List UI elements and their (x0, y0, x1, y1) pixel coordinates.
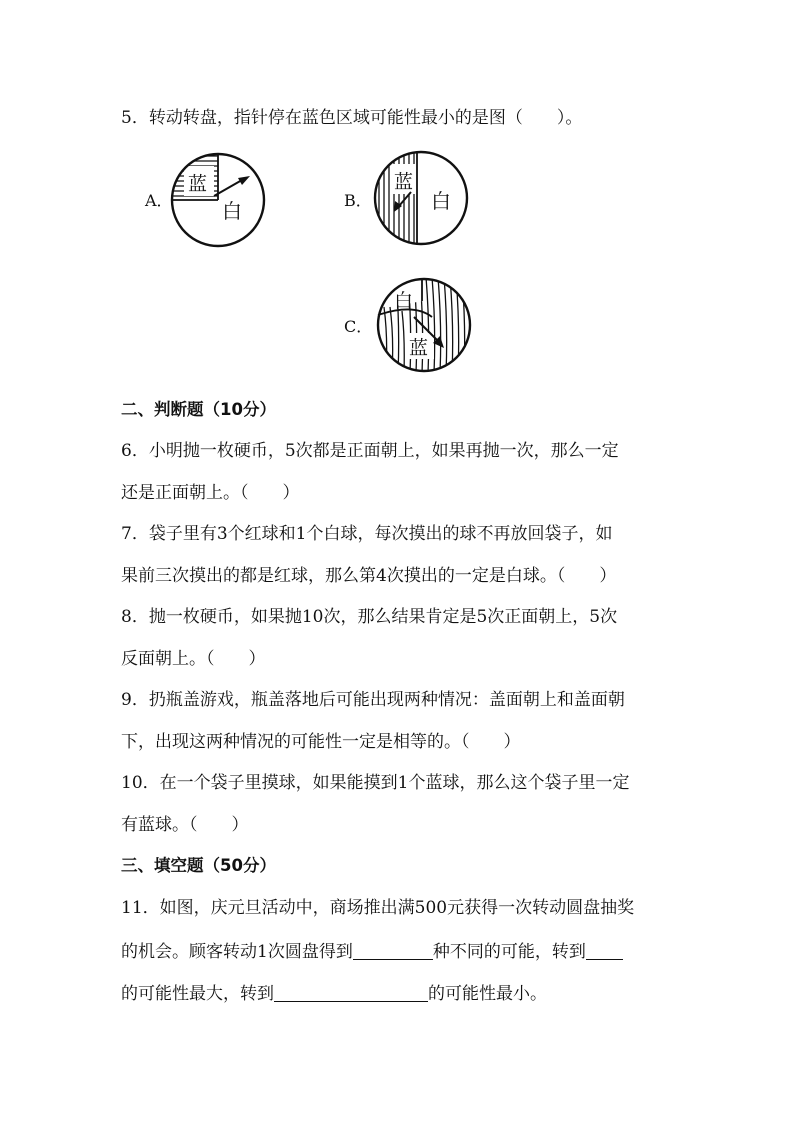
question-11-text-b: 种不同的可能，转到 (432, 942, 586, 962)
option-a-label: A． (145, 191, 173, 210)
question-10-line-2: 有蓝球。（ ） (121, 815, 249, 835)
question-6-line-1: 6．小明抛一枚硬币，5次都是正面朝上，如果再抛一次，那么一定 (121, 441, 619, 461)
question-8-line-2: 反面朝上。（ ） (121, 649, 266, 669)
question-9-line-1: 9．扔瓶盖游戏，瓶盖落地后可能出现两种情况：盖面朝上和盖面朝 (121, 690, 625, 710)
question-11-text-d: 的可能性最小。 (428, 984, 547, 1004)
question-10-line-1: 10．在一个袋子里摸球，如果能摸到1个蓝球，那么这个袋子里一定 (121, 773, 630, 793)
spinner-b-white-label: 白 (431, 189, 451, 213)
question-9-line-2: 下，出现这两种情况的可能性一定是相等的。（ ） (121, 732, 521, 752)
spinner-c-blue-label: 蓝 (409, 337, 429, 359)
question-11-text-a: 的机会。顾客转动1次圆盘得到 (121, 942, 353, 962)
option-c-label: C． (344, 317, 373, 336)
answer-blank-2[interactable] (586, 942, 623, 960)
question-7-line-2: 果前三次摸出的都是红球，那么第4次摸出的一定是白球。（ ） (121, 566, 617, 586)
question-11-line-1: 11．如图，庆元旦活动中，商场推出满500元获得一次转动圆盘抽奖 (121, 898, 635, 918)
question-11-line-2 (121, 942, 623, 962)
question-6-line-2: 还是正面朝上。（ ） (121, 483, 300, 503)
section-3-title: 三、填空题（50分） (121, 856, 276, 875)
spinner-b-blue-region (379, 150, 415, 246)
spinner-a (170, 152, 266, 248)
question-5: 5．转动转盘，指针停在蓝色区域可能性最小的是图（ ）。 (121, 108, 583, 128)
section-2-title: 二、判断题（10分） (121, 400, 276, 419)
question-7-line-1: 7．袋子里有3个红球和1个白球，每次摸出的球不再放回袋子，如 (121, 524, 613, 544)
question-8-line-1: 8．抛一枚硬币，如果抛10次，那么结果肯定是5次正面朝上，5次 (121, 607, 618, 627)
answer-blank-3[interactable] (274, 984, 428, 1002)
question-11-line-3 (121, 984, 547, 1004)
question-11-text-c: 的可能性最大，转到 (121, 984, 274, 1004)
spinner-a-white-label: 白 (222, 199, 242, 223)
option-b-label: B． (344, 191, 372, 210)
spinner-b (373, 150, 471, 246)
spinner-c-white-label: 白 (394, 290, 414, 312)
spinner-b-blue-label: 蓝 (394, 171, 414, 193)
spinner-c (374, 277, 474, 373)
answer-blank-1[interactable] (353, 942, 433, 960)
spinner-a-blue-label: 蓝 (188, 173, 208, 195)
